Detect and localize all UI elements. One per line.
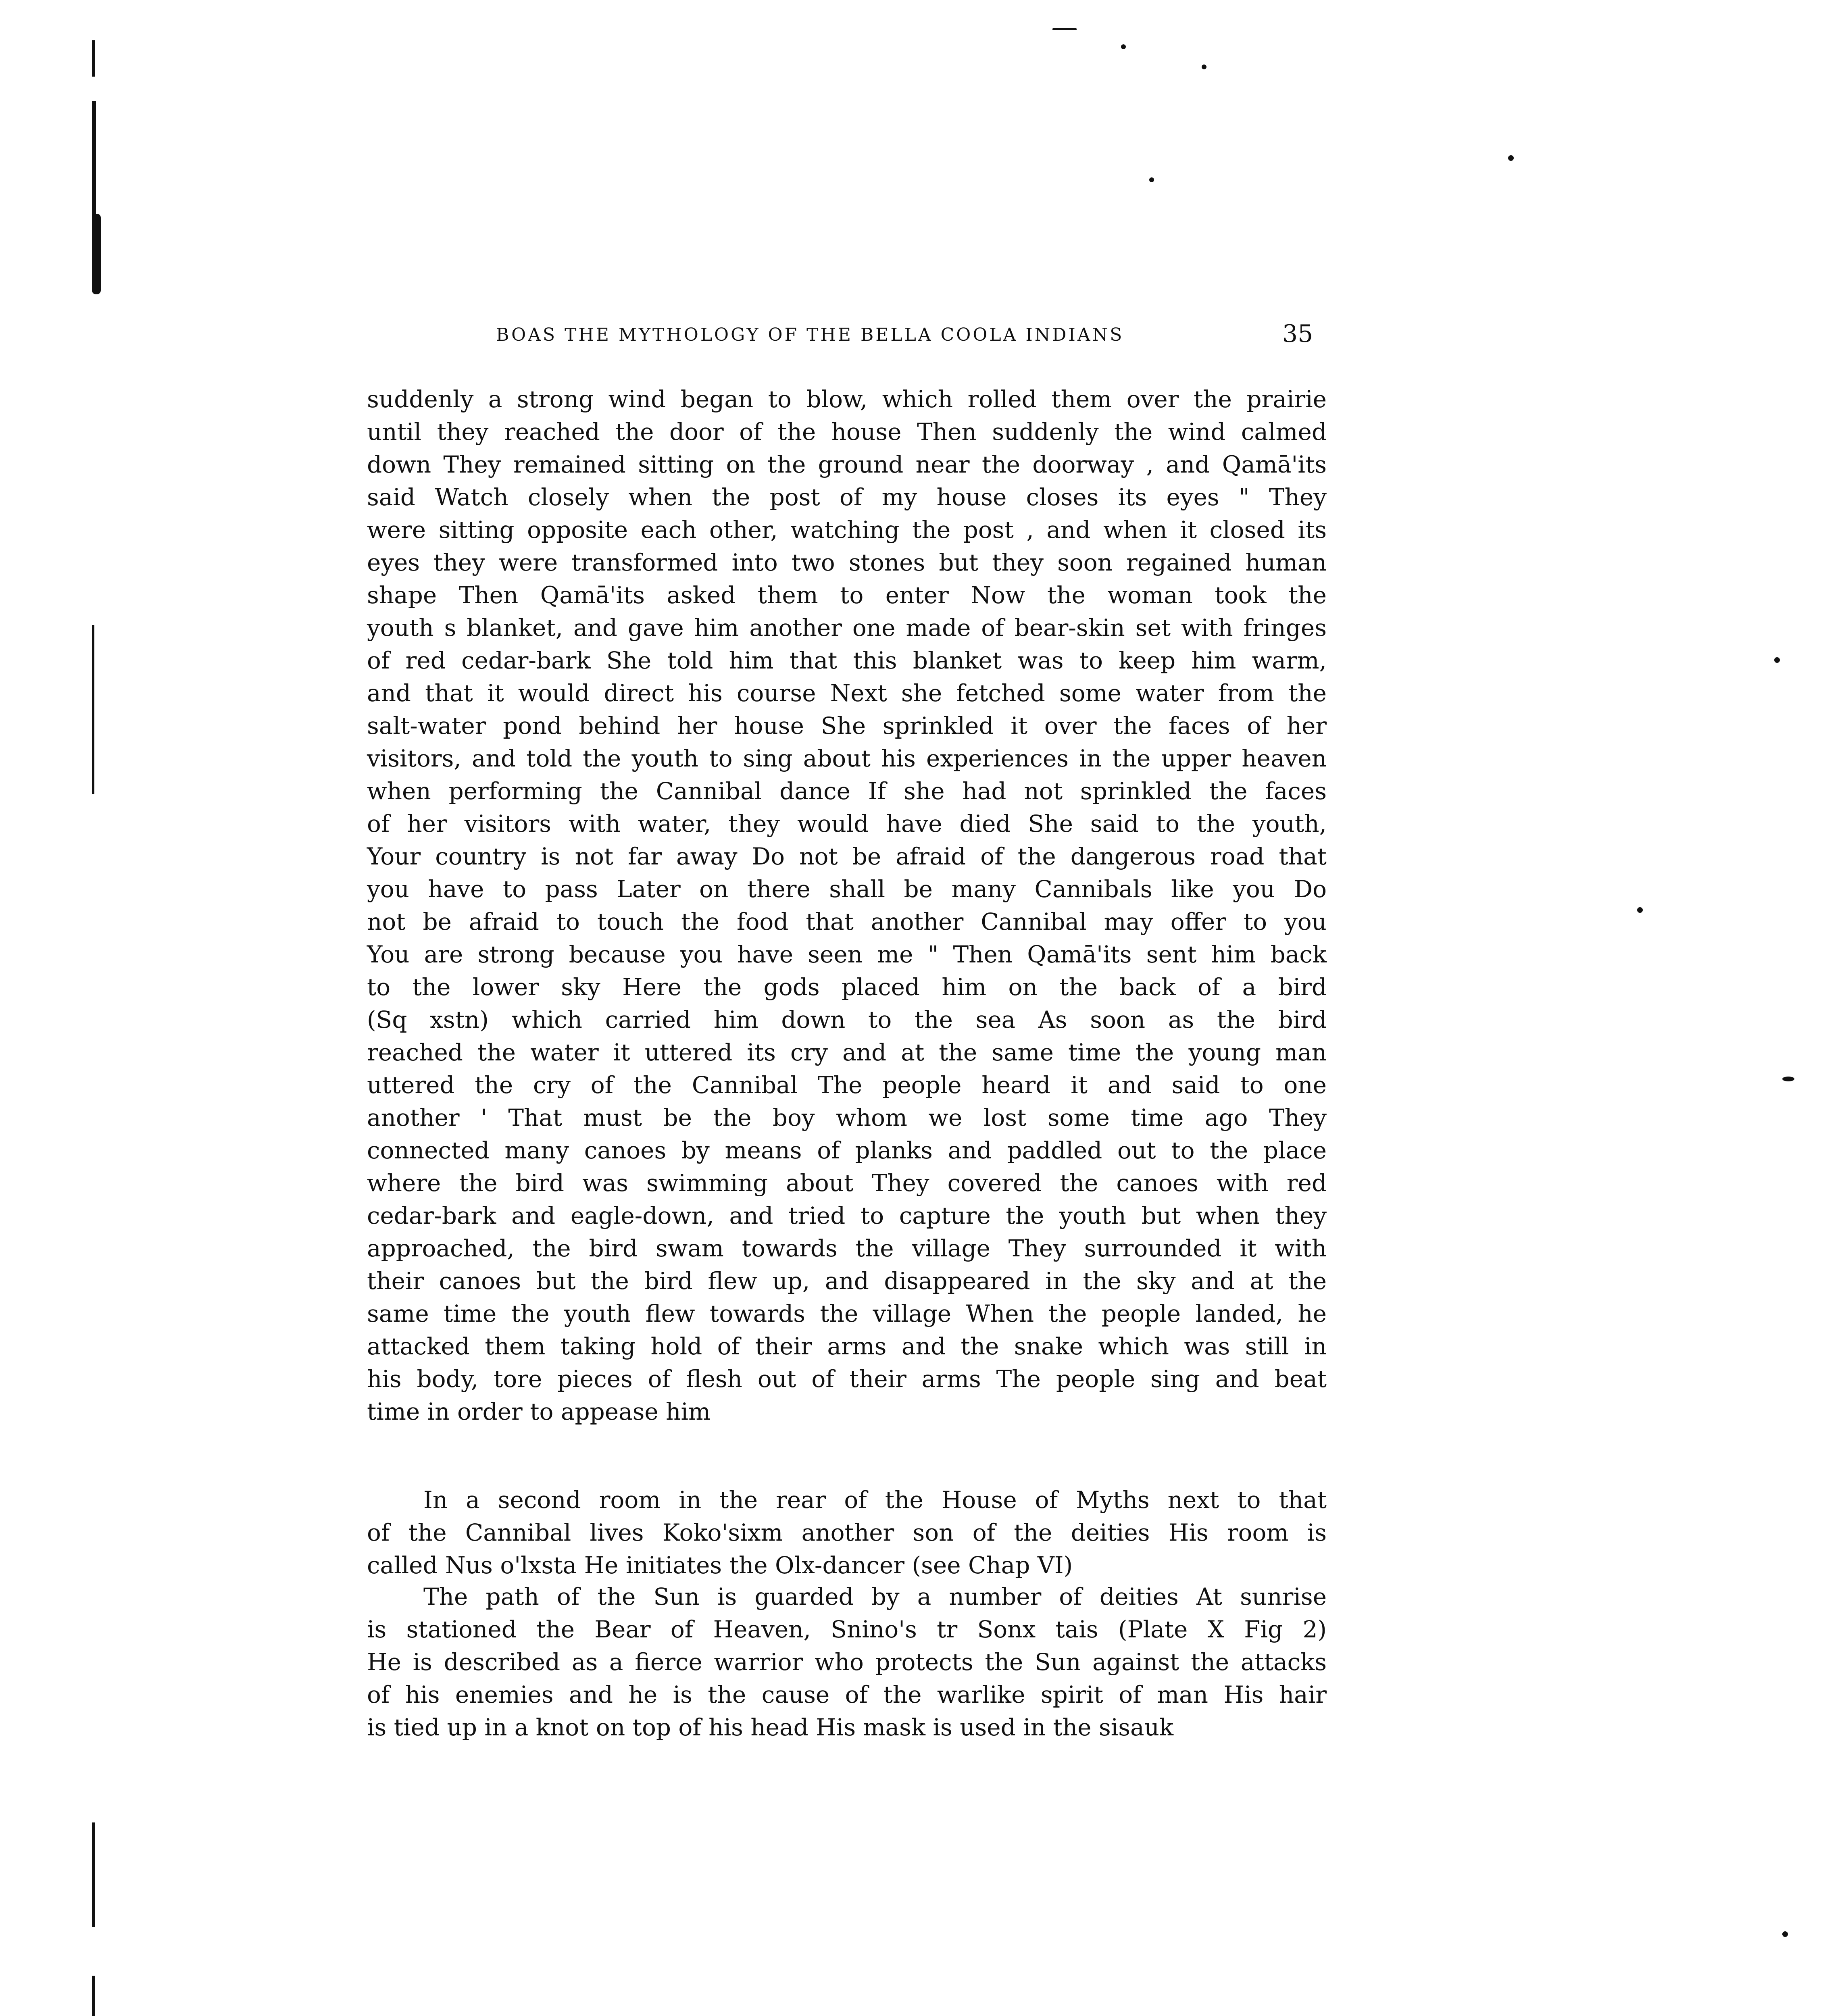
text-line: You are strong because you have seen me " Then Qamā'its sent him back bbox=[367, 941, 1327, 968]
text-line: their canoes but the bird flew up, and disappeared in the sky and at the bbox=[367, 1267, 1327, 1295]
text-line: his body, tore pieces of flesh out of their arms The people sing and beat bbox=[367, 1365, 1327, 1393]
text-line: reached the water it uttered its cry and at the same time the young man bbox=[367, 1039, 1327, 1066]
text-line: approached, the bird swam towards the village They surrounded it with bbox=[367, 1235, 1327, 1262]
scan-speck bbox=[1149, 177, 1154, 182]
binding-edge-mark bbox=[92, 214, 101, 294]
text-line: same time the youth flew towards the village When the people landed, he bbox=[367, 1300, 1327, 1327]
text-line: suddenly a strong wind began to blow, which rolled them over the prairie bbox=[367, 385, 1327, 413]
text-line: attacked them taking hold of their arms and the snake which was still in bbox=[367, 1333, 1327, 1360]
page-number: 35 bbox=[1282, 320, 1313, 348]
text-line: In a second room in the rear of the House of Myths next to that bbox=[423, 1486, 1327, 1514]
text-line: time in order to appease him bbox=[367, 1398, 711, 1425]
text-line: Your country is not far away Do not be afraid of the dangerous road that bbox=[367, 843, 1327, 870]
text-line: connected many canoes by means of planks and paddled out to the place bbox=[367, 1137, 1327, 1164]
text-line: of red cedar-bark She told him that this blanket was to keep him warm, bbox=[367, 647, 1327, 674]
text-line: to the lower sky Here the gods placed him on the back of a bird bbox=[367, 973, 1327, 1001]
text-line: of her visitors with water, they would have died She said to the youth, bbox=[367, 810, 1327, 837]
binding-edge-mark bbox=[92, 40, 95, 77]
text-line: and that it would direct his course Next she fetched some water from the bbox=[367, 679, 1327, 707]
text-line: shape Then Qamā'its asked them to enter Now the woman took the bbox=[367, 581, 1327, 609]
text-line: He is described as a fierce warrior who protects the Sun against the attacks bbox=[367, 1648, 1327, 1676]
text-line: you have to pass Later on there shall be many Cannibals like you Do bbox=[367, 875, 1327, 903]
text-line: down They remained sitting on the ground near the doorway , and Qamā'its bbox=[367, 451, 1327, 478]
text-line: is stationed the Bear of Heaven, Snino's tr Sonx tais (Plate X Fig 2) bbox=[367, 1616, 1327, 1643]
text-line: when performing the Cannibal dance If she had not sprinkled the faces bbox=[367, 777, 1327, 805]
scan-speck bbox=[1782, 1931, 1788, 1937]
text-line: called Nus o'lxsta He initiates the Olx-dancer (see Chap VI) bbox=[367, 1552, 1073, 1579]
text-line: visitors, and told the youth to sing about his experiences in the upper heaven bbox=[367, 745, 1327, 772]
text-line: until they reached the door of the house Then suddenly the wind calmed bbox=[367, 418, 1327, 446]
paragraph-3 bbox=[367, 1581, 1327, 1744]
scan-speck bbox=[1637, 907, 1643, 913]
paragraph-1 bbox=[367, 383, 1327, 1428]
text-line: of the Cannibal lives Koko'sixm another son of the deities His room is bbox=[367, 1519, 1327, 1546]
text-line: were sitting opposite each other, watching the post , and when it closed its bbox=[367, 516, 1327, 544]
text-line: is tied up in a knot on top of his head His mask is used in the sisauk bbox=[367, 1714, 1174, 1741]
text-line: another ' That must be the boy whom we lost some time ago They bbox=[367, 1104, 1327, 1131]
running-title: BOAS THE MYTHOLOGY OF THE BELLA COOLA INDIANS bbox=[496, 325, 1124, 345]
running-header bbox=[496, 325, 1323, 345]
scan-speck bbox=[1774, 657, 1780, 663]
text-line: cedar-bark and eagle-down, and tried to capture the youth but when they bbox=[367, 1202, 1327, 1229]
text-line: uttered the cry of the Cannibal The people heard it and said to one bbox=[367, 1071, 1327, 1099]
text-line: said Watch closely when the post of my house closes its eyes " They bbox=[367, 483, 1327, 511]
binding-edge-mark bbox=[92, 1976, 95, 2016]
text-line: youth s blanket, and gave him another one made of bear-skin set with fringes bbox=[367, 614, 1327, 641]
text-line: (Sq xstn) which carried him down to the sea As soon as the bird bbox=[367, 1006, 1327, 1033]
text-line: The path of the Sun is guarded by a number of deities At sunrise bbox=[423, 1583, 1327, 1610]
scan-speck bbox=[1508, 155, 1514, 161]
paragraph-2 bbox=[367, 1484, 1327, 1582]
text-line: eyes they were transformed into two stones but they soon regained human bbox=[367, 549, 1327, 576]
binding-edge-mark bbox=[92, 1822, 95, 1927]
scan-speck bbox=[1121, 44, 1126, 49]
binding-edge-mark bbox=[92, 625, 94, 794]
scan-speck bbox=[1202, 65, 1206, 69]
text-line: of his enemies and he is the cause of the warlike spirit of man His hair bbox=[367, 1681, 1327, 1708]
text-line: not be afraid to touch the food that another Cannibal may offer to you bbox=[367, 908, 1327, 935]
scan-speck bbox=[1052, 28, 1077, 30]
text-line: where the bird was swimming about They covered the canoes with red bbox=[367, 1169, 1327, 1197]
scan-speck bbox=[1782, 1077, 1794, 1081]
text-line: salt-water pond behind her house She sprinkled it over the faces of her bbox=[367, 712, 1327, 739]
